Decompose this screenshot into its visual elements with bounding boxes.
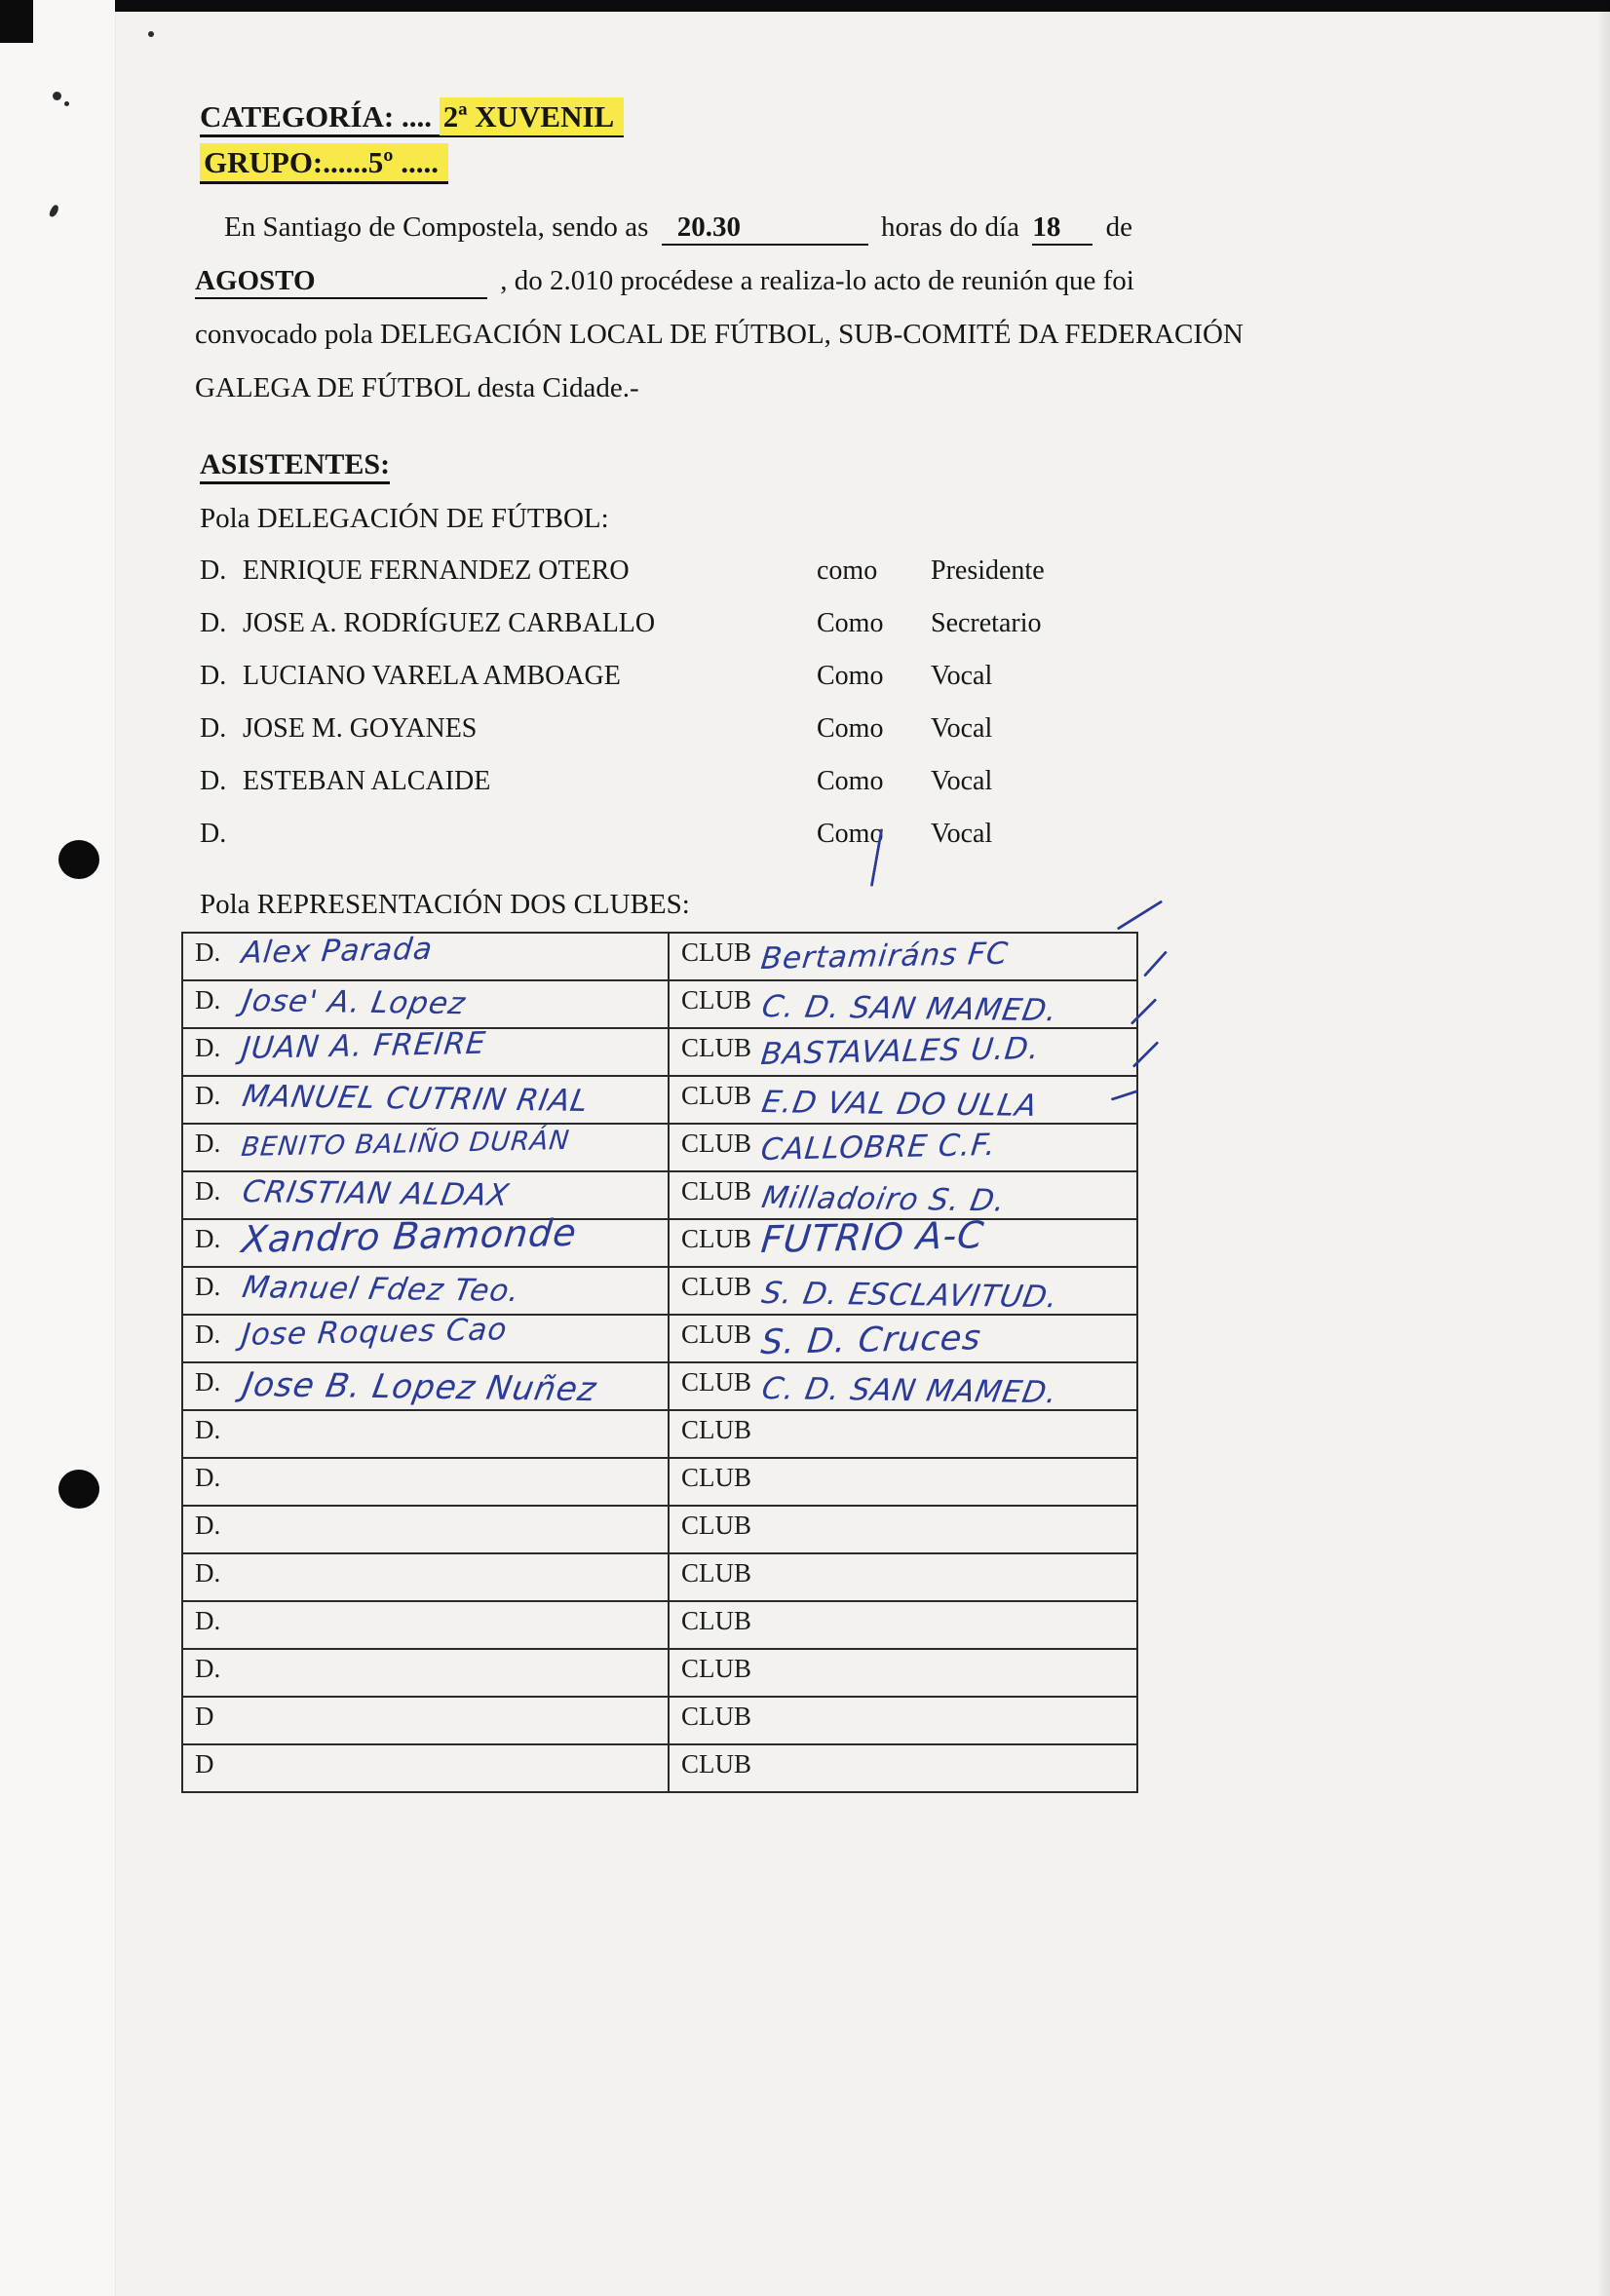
- club-label: CLUB: [681, 1224, 752, 1253]
- club-row: [183, 1314, 1136, 1361]
- category-label: CATEGORÍA: ....: [200, 99, 432, 134]
- club-label: CLUB: [681, 985, 752, 1014]
- member-prefix: D.: [200, 608, 227, 638]
- attendee-name-cell: [183, 981, 670, 1027]
- club-label: CLUB: [681, 1415, 752, 1444]
- club-name-cell: [670, 1602, 1136, 1648]
- d-label: D.: [195, 1224, 221, 1253]
- club-row: [183, 1696, 1136, 1743]
- club-label: CLUB: [681, 1749, 752, 1779]
- club-row: [183, 1600, 1136, 1648]
- scan-edge-artifact-corner: [0, 0, 33, 43]
- attendee-name-cell: [183, 1459, 670, 1505]
- d-label: D.: [195, 1272, 221, 1301]
- club-name-cell: [670, 1554, 1136, 1600]
- scan-edge-artifact-top: [115, 0, 1610, 12]
- d-label: D.: [195, 1558, 221, 1588]
- attendee-name-cell: [183, 1554, 670, 1600]
- time-value: 20.30: [676, 211, 741, 243]
- club-name-cell: [670, 1125, 1136, 1170]
- club-row: [183, 1075, 1136, 1123]
- club-row: [183, 1266, 1136, 1314]
- intro-line-2: [195, 254, 1132, 308]
- club-row: [183, 1210, 1136, 1266]
- club-label: CLUB: [681, 1129, 752, 1158]
- handwritten-club-name: Bertamiráns FC: [759, 936, 1011, 976]
- delegation-member-row: [200, 608, 1174, 661]
- attendee-name-cell: [183, 1268, 670, 1314]
- member-prefix: D.: [200, 766, 227, 796]
- clubs-table: [181, 932, 1138, 1793]
- member-prefix: D.: [200, 555, 227, 586]
- handwritten-club-name: FUTRIO A-C: [759, 1213, 987, 1261]
- club-row: [183, 1409, 1136, 1457]
- club-name-cell: [670, 1029, 1136, 1075]
- club-row: [183, 1457, 1136, 1505]
- club-row: [183, 1123, 1136, 1170]
- club-label: CLUB: [681, 938, 752, 967]
- club-row: [183, 1505, 1136, 1552]
- club-label: CLUB: [681, 1558, 752, 1588]
- member-como: Como: [817, 713, 884, 744]
- group-heading: [200, 139, 624, 185]
- attendee-name-cell: [183, 931, 670, 979]
- handwritten-attendee-name: Jose Roques Cao: [240, 1312, 510, 1353]
- club-row: [183, 1552, 1136, 1600]
- club-name-cell: [670, 1507, 1136, 1552]
- category-value-highlighted: 2ª XUVENIL: [440, 97, 625, 135]
- handwritten-attendee-name: JUAN A. FREIRE: [240, 1025, 488, 1066]
- handwritten-club-name: Milladoiro S. D.: [759, 1180, 1009, 1219]
- handwritten-club-name: S. D. ESCLAVITUD.: [759, 1276, 1061, 1316]
- member-name: ENRIQUE FERNANDEZ OTERO: [243, 555, 630, 586]
- d-label: D.: [195, 1033, 221, 1062]
- delegation-title: Pola DELEGACIÓN DE FÚTBOL:: [200, 503, 609, 534]
- delegation-member-row: [200, 661, 1174, 713]
- club-row: [183, 1027, 1136, 1075]
- time-field: [662, 210, 868, 246]
- handwritten-club-name: E.D VAL DO ULLA: [759, 1085, 1041, 1124]
- scan-speck: [53, 92, 61, 100]
- handwritten-club-name: CALLOBRE C.F.: [759, 1127, 998, 1167]
- attendee-name-cell: [183, 1312, 670, 1361]
- club-label: CLUB: [681, 1320, 752, 1349]
- club-name-cell: [670, 1411, 1136, 1457]
- d-label: D.: [195, 1081, 221, 1110]
- member-como: Como: [817, 608, 884, 638]
- attendee-name-cell: [183, 1125, 670, 1170]
- d-label: D.: [195, 1129, 221, 1158]
- club-name-cell: [670, 1459, 1136, 1505]
- scan-left-margin-band: [0, 0, 116, 2296]
- handwritten-attendee-name: Jose' A. Lopez: [240, 983, 469, 1022]
- intro-text: En Santiago de Compostela, sendo as: [224, 211, 649, 243]
- intro-line-3: [195, 308, 1244, 362]
- member-role: Secretario: [931, 608, 1042, 638]
- delegation-member-row: [200, 555, 1174, 608]
- d-label: D.: [195, 985, 221, 1014]
- pen-stroke-mark: [1117, 899, 1163, 930]
- delegation-member-row: [200, 819, 1174, 871]
- handwritten-attendee-name: Xandro Bamonde: [240, 1210, 580, 1261]
- club-label: CLUB: [681, 1606, 752, 1635]
- d-label: D: [195, 1749, 214, 1779]
- club-name-cell: [670, 1745, 1136, 1791]
- attendee-name-cell: [183, 1210, 670, 1266]
- member-prefix: D.: [200, 819, 227, 849]
- scan-speck: [64, 101, 69, 106]
- club-name-cell: [670, 1268, 1136, 1314]
- club-name-cell: [670, 1698, 1136, 1743]
- attendee-name-cell: [183, 1363, 670, 1409]
- member-role: Vocal: [931, 661, 993, 691]
- member-role: Vocal: [931, 766, 993, 796]
- club-name-cell: [670, 1213, 1136, 1266]
- handwritten-club-name: BASTAVALES U.D.: [759, 1030, 1042, 1072]
- d-label: D.: [195, 1511, 221, 1540]
- group-label-highlighted: GRUPO:......5º .....: [200, 143, 448, 184]
- day-field: [1032, 210, 1092, 246]
- club-label: CLUB: [681, 1272, 752, 1301]
- club-row: [183, 1648, 1136, 1696]
- club-row: [183, 931, 1136, 979]
- handwritten-attendee-name: Alex Parada: [240, 931, 435, 971]
- member-role: Vocal: [931, 713, 993, 744]
- club-label: CLUB: [681, 1176, 752, 1205]
- club-row: [183, 1743, 1136, 1791]
- pen-stroke-mark: [1143, 950, 1168, 976]
- club-row: [183, 979, 1136, 1027]
- d-label: D.: [195, 938, 221, 967]
- intro-text: GALEGA DE FÚTBOL desta Cidade.-: [195, 372, 639, 403]
- member-como: Como: [817, 661, 884, 691]
- member-role: Presidente: [931, 555, 1045, 586]
- club-label: CLUB: [681, 1654, 752, 1683]
- handwritten-club-name: C. D. SAN MAMED.: [759, 1371, 1061, 1411]
- attendee-name-cell: [183, 1077, 670, 1123]
- d-label: D.: [195, 1367, 221, 1397]
- form-headings: [200, 94, 624, 185]
- club-label: CLUB: [681, 1511, 752, 1540]
- handwritten-attendee-name: Manuel Fdez Teo.: [240, 1270, 523, 1309]
- club-name-cell: [670, 1316, 1136, 1361]
- d-label: D.: [195, 1606, 221, 1635]
- month-value: AGOSTO: [195, 265, 316, 296]
- intro-line-1: [195, 201, 1132, 254]
- club-label: CLUB: [681, 1463, 752, 1492]
- d-label: D: [195, 1702, 214, 1731]
- d-label: D.: [195, 1654, 221, 1683]
- d-label: D.: [195, 1320, 221, 1349]
- handwritten-attendee-name: BENITO BALIÑO DURÁN: [240, 1125, 572, 1163]
- attendees-heading-text: ASISTENTES:: [200, 448, 390, 484]
- punch-hole-bottom: [58, 1470, 99, 1509]
- club-row: [183, 1170, 1136, 1218]
- day-value: 18: [1032, 211, 1061, 243]
- intro-text: horas do día: [881, 211, 1019, 243]
- club-name-cell: [670, 1650, 1136, 1696]
- d-label: D.: [195, 1176, 221, 1205]
- member-name: JOSE M. GOYANES: [243, 713, 478, 744]
- club-label: CLUB: [681, 1702, 752, 1731]
- member-role: Vocal: [931, 819, 993, 849]
- intro-paragraph: [195, 201, 1244, 415]
- attendee-name-cell: [183, 1172, 670, 1218]
- member-prefix: D.: [200, 661, 227, 691]
- attendee-name-cell: [183, 1507, 670, 1552]
- club-name-cell: [670, 934, 1136, 979]
- d-label: D.: [195, 1415, 221, 1444]
- member-como: Como: [817, 766, 884, 796]
- handwritten-attendee-name: MANUEL CUTRIN RIAL: [240, 1079, 592, 1119]
- member-prefix: D.: [200, 713, 227, 744]
- handwritten-club-name: C. D. SAN MAMED.: [759, 989, 1061, 1029]
- club-label: CLUB: [681, 1033, 752, 1062]
- club-name-cell: [670, 981, 1136, 1027]
- attendee-name-cell: [183, 1745, 670, 1791]
- member-como: Como: [817, 819, 884, 849]
- handwritten-attendee-name: Jose B. Lopez Nuñez: [240, 1365, 600, 1410]
- punch-hole-top: [58, 840, 99, 879]
- delegation-member-row: [200, 713, 1174, 766]
- intro-text: convocado pola DELEGACIÓN LOCAL DE FÚTBOL, SUB-COMITÉ DA FEDERACIÓN: [195, 319, 1244, 350]
- member-name: ESTEBAN ALCAIDE: [243, 766, 491, 796]
- delegation-members-list: [200, 555, 1174, 871]
- scan-right-edge-shadow: [1596, 0, 1610, 2296]
- attendee-name-cell: [183, 1025, 670, 1075]
- attendee-name-cell: [183, 1698, 670, 1743]
- member-name: JOSE A. RODRÍGUEZ CARBALLO: [243, 608, 656, 638]
- club-label: CLUB: [681, 1081, 752, 1110]
- intro-text: de: [1105, 211, 1133, 243]
- month-field: [195, 264, 487, 299]
- intro-text: , do 2.010 procédese a realiza-lo acto de reunión que foi: [500, 265, 1134, 296]
- d-label: D.: [195, 1463, 221, 1492]
- clubs-representation-title: Pola REPRESENTACIÓN DOS CLUBES:: [200, 889, 690, 920]
- category-heading: [200, 94, 624, 139]
- attendee-name-cell: [183, 1411, 670, 1457]
- attendee-name-cell: [183, 1602, 670, 1648]
- member-como: como: [817, 555, 878, 586]
- club-label: CLUB: [681, 1367, 752, 1397]
- handwritten-club-name: S. D. Cruces: [759, 1319, 983, 1362]
- handwritten-attendee-name: CRISTIAN ALDAX: [240, 1174, 513, 1213]
- scan-speck: [148, 31, 154, 37]
- club-name-cell: [670, 1363, 1136, 1409]
- attendees-heading: [200, 448, 390, 481]
- intro-line-4: [195, 362, 1132, 415]
- club-name-cell: [670, 1172, 1136, 1218]
- club-name-cell: [670, 1077, 1136, 1123]
- delegation-member-row: [200, 766, 1174, 819]
- attendee-name-cell: [183, 1650, 670, 1696]
- club-row: [183, 1361, 1136, 1409]
- member-name: LUCIANO VARELA AMBOAGE: [243, 661, 621, 691]
